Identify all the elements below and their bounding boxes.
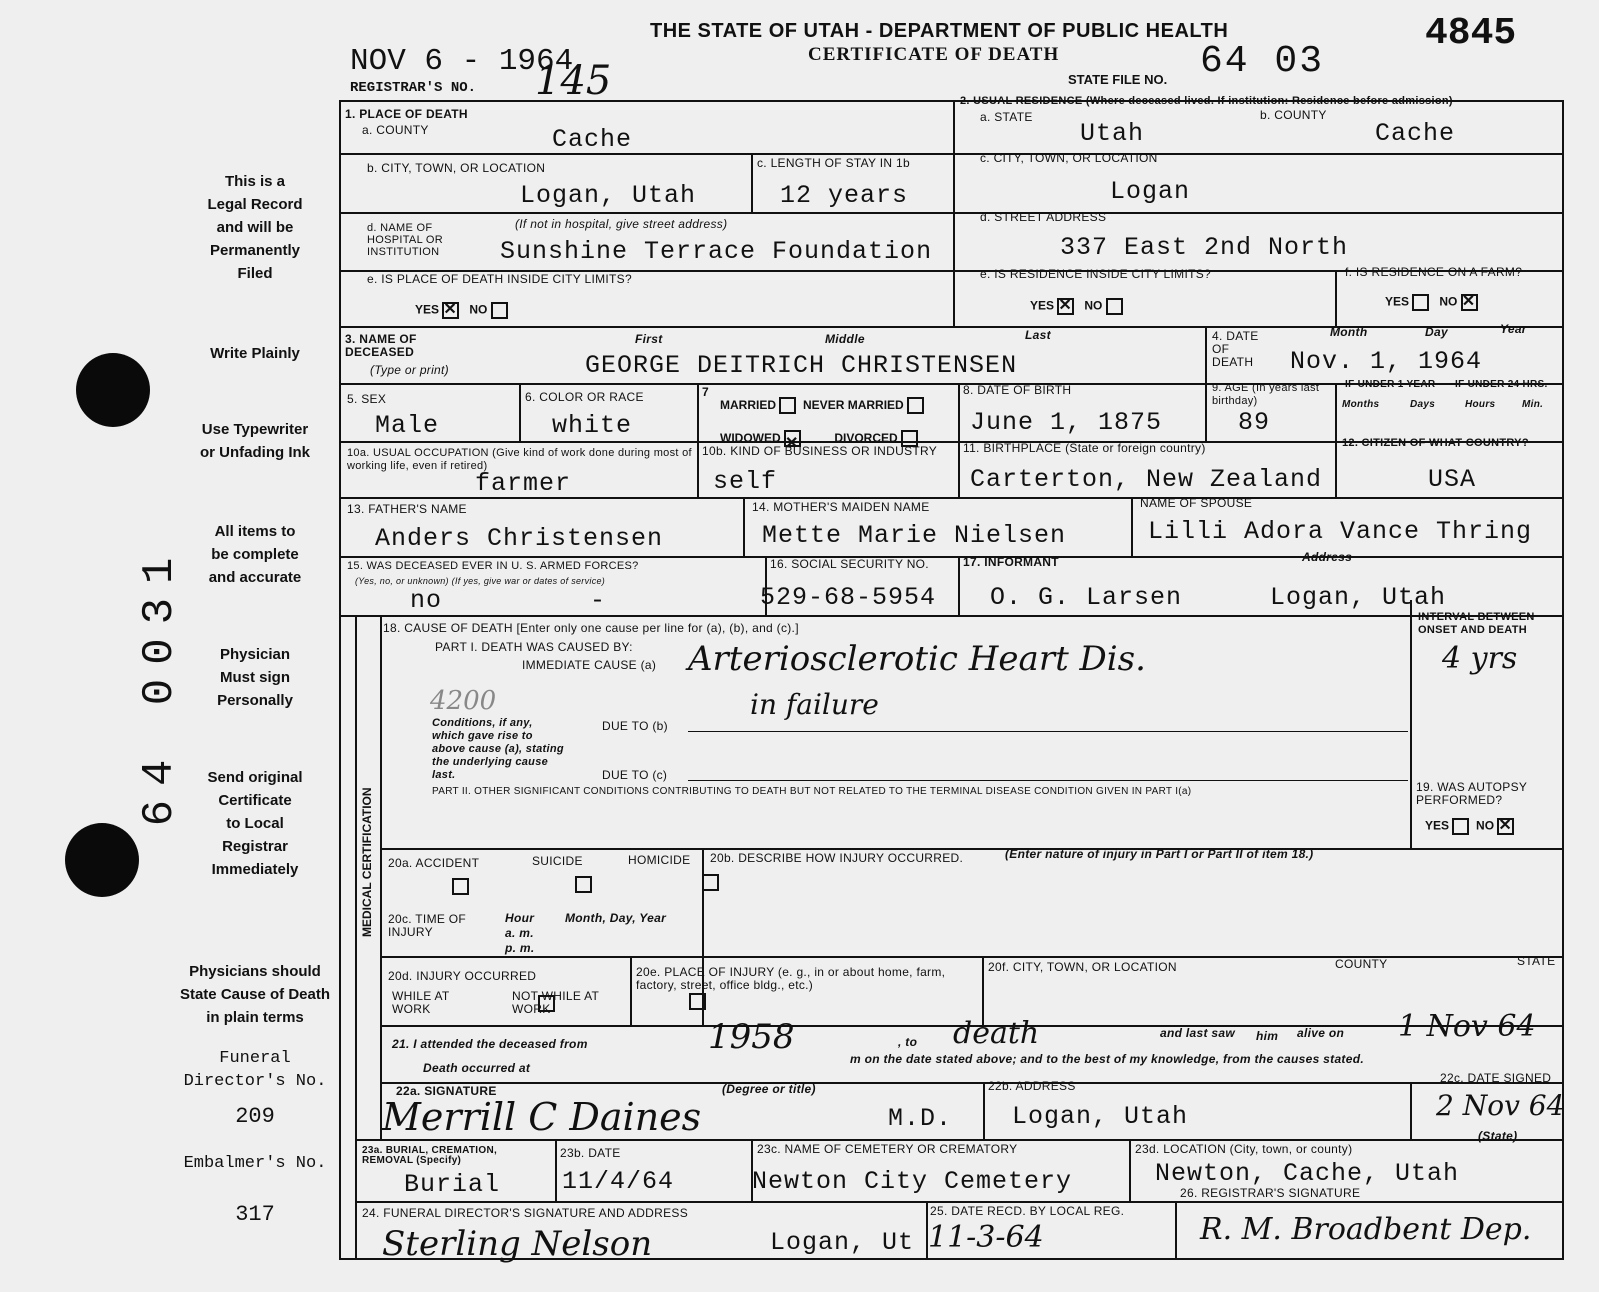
item1-label: 1. PLACE OF DEATH bbox=[345, 107, 468, 121]
death-in-city-checks: YES ✕ NO bbox=[415, 302, 508, 319]
mother-name: Mette Marie Nielsen bbox=[762, 521, 1067, 550]
funeral-director-address: Logan, Ut bbox=[770, 1228, 915, 1257]
item20e-label: 20e. PLACE OF INJURY (e. g., in or about home, farm, factory, street, office bldg., etc.) bbox=[636, 965, 946, 992]
county-label: COUNTY bbox=[1335, 957, 1388, 971]
suicide-checkbox[interactable] bbox=[575, 876, 592, 893]
item2b-label: b. COUNTY bbox=[1260, 108, 1327, 122]
ssn-value: 529-68-5954 bbox=[760, 583, 937, 612]
item12-label: 12. CITIZEN OF WHAT COUNTRY? bbox=[1342, 437, 1529, 449]
item2c-label: c. CITY, TOWN, OR LOCATION bbox=[980, 151, 1158, 165]
item9-label: 9. AGE (In years last birthday) bbox=[1212, 382, 1320, 407]
under-1yr-label: IF UNDER 1 YEAR bbox=[1345, 379, 1436, 390]
send-original-note: Send original Certificate to Local Registrar Immediately bbox=[207, 769, 303, 878]
father-name: Anders Christensen bbox=[375, 524, 664, 553]
item20c-label: 20c. TIME OF INJURY bbox=[388, 912, 467, 939]
form-subtitle: CERTIFICATE OF DEATH bbox=[808, 44, 1060, 65]
armed-forces-value: no bbox=[410, 586, 443, 615]
item11-label: 11. BIRTHPLACE (State or foreign country) bbox=[963, 441, 1206, 455]
interval-value: 4 yrs bbox=[1442, 641, 1518, 676]
item24-label: 24. FUNERAL DIRECTOR'S SIGNATURE AND ADDRESS bbox=[362, 1206, 689, 1220]
residence-street: 337 East 2nd North bbox=[1060, 233, 1349, 262]
residence-state: Utah bbox=[1080, 119, 1145, 148]
registrar-signature: R. M. Broadbent Dep. bbox=[1200, 1212, 1532, 1247]
funeral-director-no: 209 bbox=[235, 1104, 275, 1129]
item1d-label: d. NAME OF HOSPITAL OR INSTITUTION bbox=[367, 222, 444, 258]
farm-no-checkbox[interactable] bbox=[1461, 294, 1478, 311]
hour-label: Hour bbox=[505, 911, 535, 925]
item20b-label: 20b. DESCRIBE HOW INJURY OCCURRED. bbox=[710, 851, 964, 865]
date-received: 11-3-64 bbox=[928, 1220, 1044, 1255]
registrar-no: 145 bbox=[535, 58, 612, 104]
deceased-name: GEORGE DEITRICH CHRISTENSEN bbox=[585, 351, 1018, 380]
last-seen-date: 1 Nov 64 bbox=[1398, 1009, 1536, 1044]
item1c-label: c. LENGTH OF STAY IN 1b bbox=[757, 156, 910, 170]
days-label: Days bbox=[1410, 399, 1436, 410]
physician-address: Logan, Utah bbox=[1012, 1102, 1189, 1131]
informant-address: Logan, Utah bbox=[1270, 583, 1447, 612]
item2f-label: f. IS RESIDENCE ON A FARM? bbox=[1345, 265, 1523, 279]
vertical-serial-number: 64 0031 bbox=[135, 543, 185, 827]
attended-to: death bbox=[953, 1016, 1040, 1051]
form-title: THE STATE OF UTAH - DEPARTMENT OF PUBLIC HEALTH bbox=[650, 20, 1229, 42]
hours-label: Hours bbox=[1465, 399, 1496, 410]
citizen-value: USA bbox=[1428, 465, 1477, 494]
item20d-label: 20d. INJURY OCCURRED bbox=[388, 969, 537, 983]
item2d-label: d. STREET ADDRESS bbox=[980, 210, 1107, 224]
residence-in-city-no-checkbox[interactable] bbox=[1106, 298, 1123, 315]
due-to-b-line bbox=[688, 731, 1408, 732]
item25-label: 25. DATE RECD. BY LOCAL REG. bbox=[930, 1204, 1125, 1218]
item23d-label: 23d. LOCATION (City, town, or county) bbox=[1135, 1142, 1353, 1156]
item1e-label: e. IS PLACE OF DEATH INSIDE CITY LIMITS? bbox=[367, 272, 632, 286]
death-occurred-label: Death occurred at bbox=[423, 1061, 531, 1075]
cemetery-name: Newton City Cemetery bbox=[752, 1167, 1073, 1196]
min-label: Min. bbox=[1522, 399, 1544, 410]
cause-a-value: Arteriosclerotic Heart Dis. bbox=[688, 639, 1146, 679]
interval-label: INTERVAL BETWEEN ONSET AND DEATH bbox=[1418, 611, 1535, 636]
occupation-value: farmer bbox=[475, 469, 572, 498]
address-label: Address bbox=[1302, 550, 1353, 564]
autopsy-checks: YES NO ✕ bbox=[1425, 818, 1514, 835]
legal-record-note: This is a Legal Record and will be Permanently Filed bbox=[207, 173, 303, 282]
item2a-label: a. STATE bbox=[980, 110, 1033, 124]
punch-hole-bottom bbox=[65, 823, 139, 897]
death-city: Logan, Utah bbox=[520, 181, 697, 210]
not-while-at-work-label: NOT WHILE AT WORK bbox=[512, 989, 599, 1016]
md-title: M.D. bbox=[888, 1104, 953, 1133]
cause-code: 4200 bbox=[430, 686, 497, 716]
item1b-label: b. CITY, TOWN, OR LOCATION bbox=[367, 161, 546, 175]
part1-label: PART I. DEATH WAS CAUSED BY: bbox=[435, 640, 633, 654]
registrar-no-label: REGISTRAR'S NO. bbox=[350, 80, 477, 96]
item23a-label: 23a. BURIAL, CREMATION, REMOVAL (Specify) bbox=[362, 1145, 498, 1166]
funeral-director-label: Funeral Director's No. bbox=[183, 1049, 327, 1091]
item1a-label: a. COUNTY bbox=[362, 123, 429, 137]
due-to-c-line bbox=[688, 780, 1408, 781]
length-of-stay: 12 years bbox=[780, 181, 909, 210]
item19-label: 19. WAS AUTOPSY PERFORMED? bbox=[1416, 780, 1527, 807]
spouse-label: NAME OF SPOUSE bbox=[1140, 496, 1253, 510]
item16-label: 16. SOCIAL SECURITY NO. bbox=[770, 557, 929, 571]
item15-label: 15. WAS DECEASED EVER IN U. S. ARMED FORCES? bbox=[347, 560, 639, 572]
never-married-checkbox[interactable] bbox=[907, 397, 924, 414]
item8-label: 8. DATE OF BIRTH bbox=[963, 383, 1072, 397]
item20b-note: (Enter nature of injury in Part I or Part II of item 18.) bbox=[1005, 847, 1314, 861]
months-label: Months bbox=[1342, 399, 1380, 410]
date-of-death: Nov. 1, 1964 bbox=[1290, 347, 1483, 376]
first-label: First bbox=[635, 332, 663, 346]
conditions-note: Conditions, if any, which gave rise to above cause (a), stating the underlying cause last. bbox=[432, 717, 564, 781]
sex-value: Male bbox=[375, 411, 440, 440]
item23b-label: 23b. DATE bbox=[560, 1146, 621, 1160]
received-stamp-date: NOV 6 - 1964 bbox=[350, 44, 574, 79]
item22a-label: 22a. SIGNATURE bbox=[396, 1084, 497, 1098]
item21-label: 21. I attended the deceased from bbox=[392, 1037, 588, 1051]
alive-on-label: alive on bbox=[1297, 1026, 1345, 1040]
state-label: STATE bbox=[1517, 954, 1556, 968]
item14-label: 14. MOTHER'S MAIDEN NAME bbox=[752, 500, 930, 514]
item2e-label: e. IS RESIDENCE INSIDE CITY LIMITS? bbox=[980, 267, 1211, 281]
embalmer-no: 317 bbox=[235, 1202, 275, 1227]
birthplace-value: Carterton, New Zealand bbox=[970, 465, 1323, 494]
institution-name: Sunshine Terrace Foundation bbox=[500, 237, 933, 266]
physician-sign-note: Physician Must sign Personally bbox=[217, 646, 293, 709]
am-label: a. m. bbox=[505, 926, 534, 940]
certificate-number: 4845 bbox=[1425, 12, 1517, 55]
last-saw-label: and last saw bbox=[1160, 1026, 1235, 1040]
item4-label: 4. DATE OF DEATH bbox=[1212, 329, 1259, 369]
disposition-value: Burial bbox=[404, 1170, 501, 1199]
while-at-work-label: WHILE AT WORK bbox=[392, 989, 450, 1016]
suicide-label: SUICIDE bbox=[532, 854, 583, 868]
not-while-at-work-checkbox[interactable] bbox=[689, 993, 706, 1010]
middle-label: Middle bbox=[825, 332, 865, 346]
state-paren-label: (State) bbox=[1478, 1129, 1518, 1143]
age-value: 89 bbox=[1238, 408, 1271, 437]
item26-label: 26. REGISTRAR'S SIGNATURE bbox=[1180, 1186, 1361, 1200]
physician-signature: Merrill C Daines bbox=[382, 1095, 702, 1139]
day-label: Day bbox=[1425, 325, 1448, 339]
due-to-b-label: DUE TO (b) bbox=[602, 719, 668, 733]
item3-note: (Type or print) bbox=[370, 363, 449, 377]
business-value: self bbox=[713, 467, 778, 496]
him-label: him bbox=[1256, 1029, 1279, 1043]
spouse-name: Lilli Adora Vance Thring bbox=[1148, 517, 1533, 546]
date-signed: 2 Nov 64 bbox=[1436, 1089, 1565, 1122]
service-value: - bbox=[590, 586, 607, 615]
item1d-note: (If not in hospital, give street address) bbox=[515, 217, 728, 231]
item13-label: 13. FATHER'S NAME bbox=[347, 502, 467, 516]
month-day-year-label: Month, Day, Year bbox=[565, 911, 667, 925]
item22c-label: 22c. DATE SIGNED bbox=[1440, 1071, 1552, 1085]
physicians-should-note: Physicians should State Cause of Death in plain terms bbox=[179, 963, 331, 1026]
autopsy-yes-checkbox[interactable] bbox=[1452, 818, 1469, 835]
death-in-city-yes-checkbox[interactable] bbox=[442, 302, 459, 319]
item17-label: 17. INFORMANT bbox=[963, 555, 1059, 569]
item20f-label: 20f. CITY, TOWN, OR LOCATION bbox=[988, 960, 1177, 974]
under-24hrs-label: IF UNDER 24 HRS. bbox=[1455, 379, 1548, 390]
cause-a-continued: in failure bbox=[750, 688, 879, 721]
homicide-checkbox[interactable] bbox=[702, 874, 719, 891]
item15-note: (Yes, no, or unknown) (If yes, give war or dates of service) bbox=[355, 576, 606, 586]
informant-value: O. G. Larsen bbox=[990, 583, 1183, 612]
funeral-director-signature: Sterling Nelson bbox=[382, 1224, 653, 1264]
marital-status-checks: MARRIED NEVER MARRIED WIDOWED ✕ DIVORCED bbox=[720, 389, 924, 455]
write-plainly-note: Write Plainly bbox=[210, 345, 300, 362]
item22b-label: 22b. ADDRESS bbox=[988, 1079, 1076, 1093]
item10b-label: 10b. KIND OF BUSINESS OR INDUSTRY bbox=[702, 444, 938, 458]
married-checkbox[interactable] bbox=[779, 397, 796, 414]
item20a-label: 20a. ACCIDENT bbox=[388, 856, 480, 870]
embalmer-label: Embalmer's No. bbox=[183, 1154, 327, 1173]
item3-label: 3. NAME OF DECEASED bbox=[345, 332, 417, 359]
item5-label: 5. SEX bbox=[347, 392, 387, 406]
burial-date: 11/4/64 bbox=[562, 1167, 675, 1196]
item10a-label: 10a. USUAL OCCUPATION (Give kind of work done during most of working life, even if retired) bbox=[347, 447, 692, 472]
medical-certification-label: MEDICAL CERTIFICATION bbox=[360, 787, 374, 937]
residence-county: Cache bbox=[1375, 119, 1456, 148]
due-to-c-label: DUE TO (c) bbox=[602, 768, 668, 782]
degree-label: (Degree or title) bbox=[722, 1082, 816, 1096]
homicide-label: HOMICIDE bbox=[628, 853, 691, 867]
item7-label: 7 bbox=[702, 385, 709, 399]
date-of-birth: June 1, 1875 bbox=[970, 408, 1163, 437]
typewriter-note: Use Typewriter or Unfading Ink bbox=[200, 421, 310, 461]
farm-checks: YES NO ✕ bbox=[1385, 294, 1478, 311]
year-label: Year bbox=[1500, 322, 1527, 336]
state-file-label: STATE FILE NO. bbox=[1068, 72, 1168, 87]
residence-city: Logan bbox=[1110, 177, 1191, 206]
residence-in-city-checks: YES ✕ NO bbox=[1030, 298, 1123, 315]
autopsy-no-checkbox[interactable] bbox=[1497, 818, 1514, 835]
last-label: Last bbox=[1025, 328, 1051, 342]
immediate-cause-label: IMMEDIATE CAUSE (a) bbox=[522, 658, 657, 672]
death-in-city-no-checkbox[interactable] bbox=[491, 302, 508, 319]
punch-hole-top bbox=[76, 353, 150, 427]
race-value: white bbox=[552, 411, 633, 440]
farm-yes-checkbox[interactable] bbox=[1412, 294, 1429, 311]
item18-label: 18. CAUSE OF DEATH [Enter only one cause per line for (a), (b), and (c).] bbox=[383, 621, 799, 635]
part2-label: PART II. OTHER SIGNIFICANT CONDITIONS CONTRIBUTING TO DEATH BUT NOT RELATED TO THE TERMINAL DISEASE CONDITION GIVEN IN PART I(a) bbox=[432, 786, 1192, 797]
month-label: Month bbox=[1330, 325, 1368, 339]
complete-note: All items to be complete and accurate bbox=[208, 523, 302, 586]
item6-label: 6. COLOR OR RACE bbox=[525, 390, 644, 404]
accident-checkbox[interactable] bbox=[452, 878, 469, 895]
item2-label: 2. USUAL RESIDENCE (Where deceased lived. If institution: Residence before admission) bbox=[960, 95, 1453, 107]
item23c-label: 23c. NAME OF CEMETERY OR CREMATORY bbox=[757, 1142, 1018, 1156]
on-date-label: m on the date stated above; and to the best of my knowledge, from the causes stated. bbox=[850, 1052, 1364, 1066]
to-label: , to bbox=[898, 1035, 918, 1049]
state-file-no: 64 03 bbox=[1200, 40, 1325, 83]
death-county: Cache bbox=[552, 125, 633, 154]
cemetery-location: Newton, Cache, Utah bbox=[1155, 1159, 1460, 1188]
residence-in-city-yes-checkbox[interactable] bbox=[1057, 298, 1074, 315]
attended-from: 1958 bbox=[708, 1017, 795, 1057]
pm-label: p. m. bbox=[505, 941, 535, 955]
